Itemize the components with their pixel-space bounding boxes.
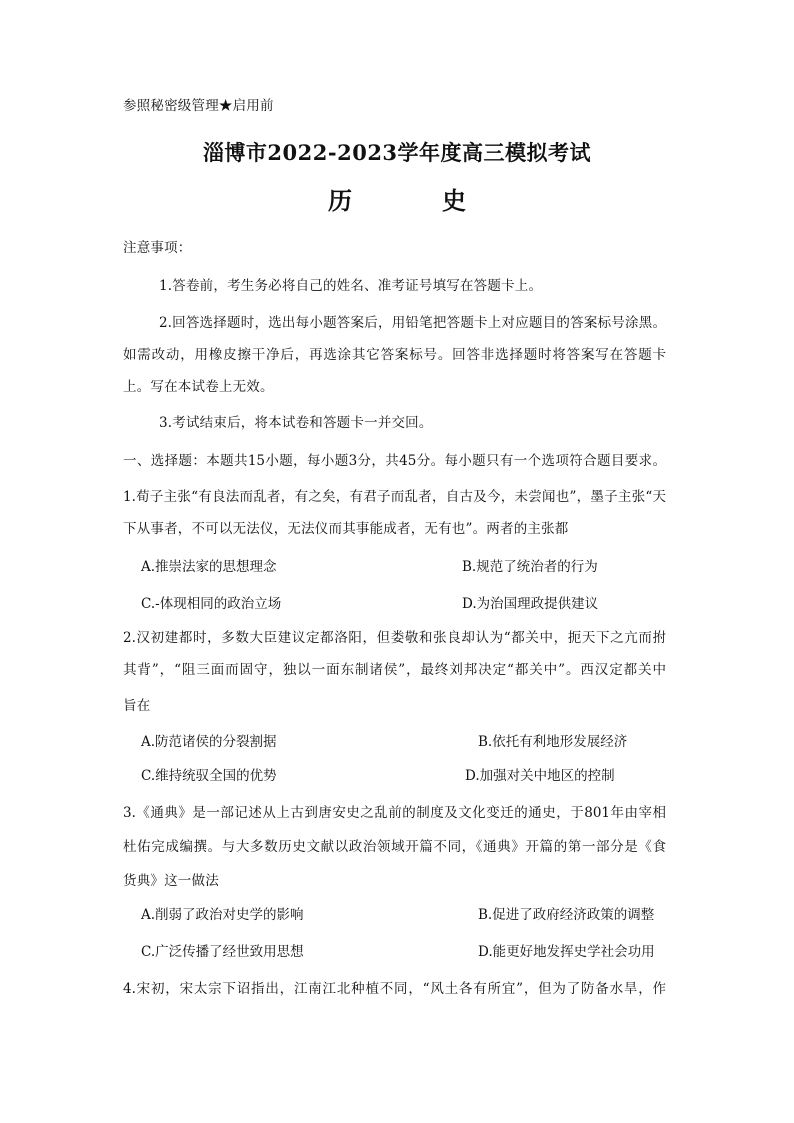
notice-heading: 注意事项： bbox=[123, 240, 192, 256]
question-2-line-3: 旨在 bbox=[123, 698, 151, 714]
subject-heading bbox=[0, 184, 794, 218]
question-3-line-1: 3.《通典》是一部记述从上古到唐安史之乱前的制度及文化变迁的通史，于801年由宰相 bbox=[123, 805, 666, 821]
question-2-option-c: C.维持统驭全国的优势 bbox=[141, 768, 277, 784]
question-3-option-c: C.广泛传播了经世致用思想 bbox=[141, 944, 304, 960]
question-3-option-b: B.促进了政府经济政策的调整 bbox=[478, 907, 655, 923]
question-3-line-3: 货典》这一做法 bbox=[123, 873, 219, 889]
question-1-line-2: 下从事者，不可以无法仪，无法仪而其事能成者，无有也”。两者的主张都 bbox=[123, 521, 569, 537]
question-2-option-b: B.依托有利地形发展经济 bbox=[478, 734, 628, 750]
subject-char-right: 史 bbox=[442, 186, 466, 215]
question-2-line-1: 2.汉初建都时，多数大臣建议定都洛阳，但娄敬和张良却认为“都关中，扼天下之亢而拊 bbox=[123, 630, 666, 646]
notice-item-3: 3.考试结束后，将本试卷和答题卡一并交回。 bbox=[159, 415, 433, 431]
question-1-option-c: C.-体现相同的政治立场 bbox=[141, 596, 282, 612]
notice-item-2-line-1: 2.回答选择题时，选出每小题答案后，用铅笔把答题卡上对应题目的答案标号涂黑。 bbox=[159, 315, 666, 331]
question-2-option-d: D.加强对关中地区的控制 bbox=[465, 768, 615, 784]
question-3-option-a: A.削弱了政治对史学的影响 bbox=[141, 907, 304, 923]
question-1-line-1: 1.荀子主张“有良法而乱者，有之矣，有君子而乱者，自古及今，未尝闻也”，墨子主张“天 bbox=[123, 489, 666, 505]
question-1-option-d: D.为治国理政提供建议 bbox=[462, 596, 599, 612]
section-1-heading: 一、选择题：本题共15小题，每小题3分，共45分。每小题只有一个选项符合题目要求。 bbox=[123, 453, 666, 469]
question-1-option-a: A.推崇法家的思想理念 bbox=[141, 559, 277, 575]
question-3-option-d: D.能更好地发挥史学社会功用 bbox=[478, 944, 655, 960]
question-1-option-b: B.规范了统治者的行为 bbox=[462, 559, 598, 575]
subject-char-left: 历 bbox=[328, 186, 352, 215]
question-2-line-2: 其背”，“阻三面而固守，独以一面东制诸侯”，最终刘邦决定“都关中”。西汉定都关中 bbox=[123, 662, 666, 678]
exam-title: 淄博市2022-2023学年度高三模拟考试 bbox=[202, 140, 592, 165]
confidentiality-label: 参照秘密级管理★启用前 bbox=[123, 98, 274, 114]
question-2-option-a: A.防范诸侯的分裂割据 bbox=[141, 734, 277, 750]
notice-item-2-line-3: 上。写在本试卷上无效。 bbox=[123, 379, 274, 395]
question-3-line-2: 杜佑完成编撰。与大多数历史文献以政治领域开篇不同，《通典》开篇的第一部分是《食 bbox=[123, 839, 666, 855]
question-4-line-1: 4.宋初，宋太宗下诏指出，江南江北种植不同，“风土各有所宜”，但为了防备水旱，作 bbox=[123, 981, 666, 997]
notice-item-2-line-2: 如需改动，用橡皮擦干净后，再选涂其它答案标号。回答非选择题时将答案写在答题卡 bbox=[123, 347, 666, 363]
notice-item-1: 1.答卷前，考生务必将自己的姓名、准考证号填写在答题卡上。 bbox=[159, 278, 543, 294]
